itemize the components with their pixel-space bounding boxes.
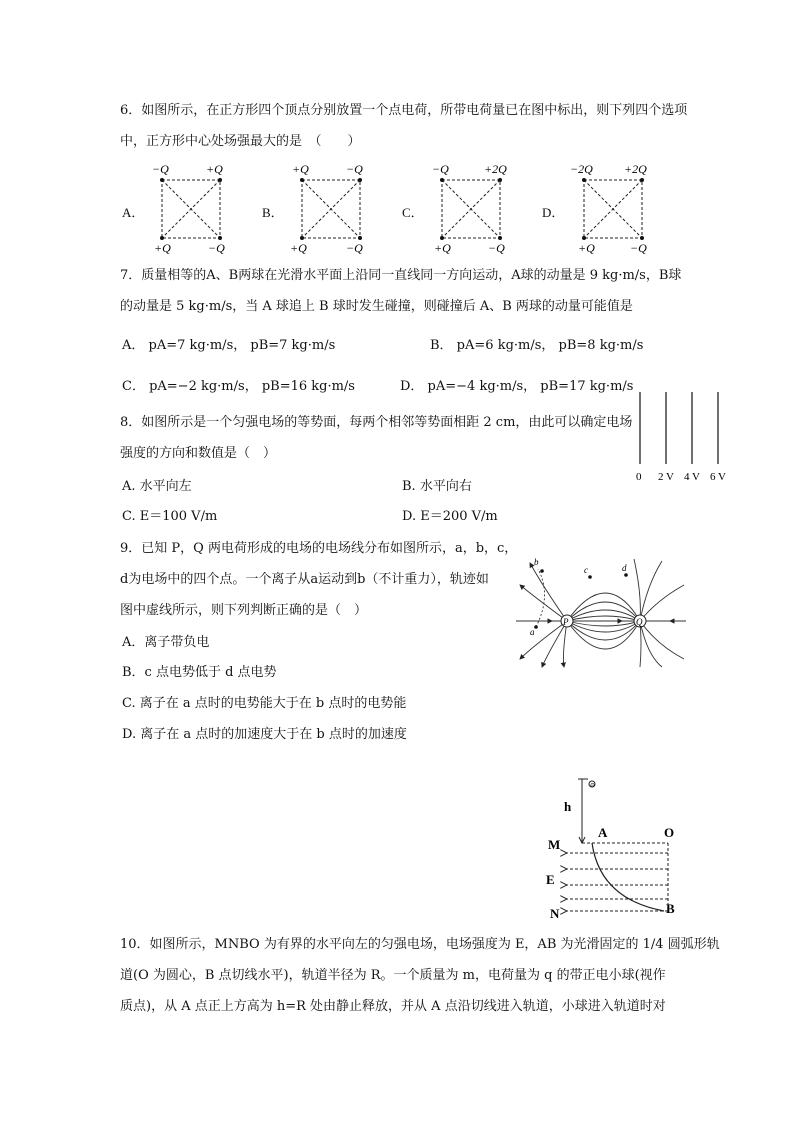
q10-line1: 10．如图所示，MNBO 为有界的水平向左的匀强电场，电场强度为 E，AB 为光滑固定的 1/4 圆弧形轨 — [120, 937, 720, 952]
q7-line2: 的动量是 5 kg·m/s，当 A 球追上 B 球时发生碰撞，则碰撞后 A、B 两球的动量可能值是 — [120, 299, 633, 314]
q9-label-c: c — [584, 565, 588, 575]
q7-option-b: B． pA=6 kg·m/s， pB=8 kg·m/s — [430, 338, 644, 353]
q8-option-a: A. 水平向左 — [122, 479, 192, 494]
q10-label-o: O — [664, 825, 675, 840]
q8-label-4v: 4 V — [684, 471, 700, 483]
q9-option-d: D. 离子在 a 点时的加速度大于在 b 点时的加速度 — [122, 727, 407, 742]
q6-square-c-figure — [420, 158, 520, 256]
q10-label-n: N — [550, 906, 560, 921]
q6b-tl-charge: +Q — [292, 162, 309, 176]
q6a-br-charge: −Q — [208, 241, 225, 255]
q9-label-b: b — [534, 557, 539, 567]
q6b-bl-charge: +Q — [290, 241, 307, 255]
q8-line1: 8．如图所示是一个匀强电场的等势面，每两个相邻等势面相距 2 cm，由此可以确定电场 — [120, 415, 633, 430]
q6-square-b-figure — [280, 158, 380, 256]
q9-option-c: C. 离子在 a 点时的电势能大于在 b 点时的电势能 — [122, 696, 407, 711]
q10-figure — [540, 775, 690, 925]
q10-label-a: A — [598, 825, 608, 840]
q10-label-e: E — [546, 872, 555, 887]
q9-line1: 9．已知 P，Q 两电荷形成的电场的电场线分布如图所示，a，b，c， — [120, 541, 518, 556]
q6a-bl-charge: +Q — [154, 241, 171, 255]
q7-option-d: D． pA=−4 kg·m/s， pB=17 kg·m/s — [400, 379, 634, 394]
q9-option-a: A．离子带负电 — [122, 635, 210, 650]
q6c-tl-charge: −Q — [432, 162, 449, 176]
q10-label-b: B — [666, 901, 675, 916]
q9-option-b: B．c 点电势低于 d 点电势 — [122, 665, 277, 680]
q8-label-6v: 6 V — [710, 471, 726, 483]
q6d-tl-charge: −2Q — [570, 162, 593, 176]
q9-label-d: d — [622, 563, 627, 573]
q10-line3: 质点)，从 A 点正上方高为 h=R 处由静止释放，并从 A 点沿切线进入轨道，小球进入轨道时对 — [120, 999, 666, 1014]
q9-line2: d为电场中的四个点。一个离子从a运动到b（不计重力），轨迹如 — [120, 572, 489, 587]
q7-option-a: A． pA=7 kg·m/s， pB=7 kg·m/s — [122, 338, 336, 353]
q6-square-d-figure — [562, 158, 662, 256]
q8-label-0: 0 — [636, 471, 642, 483]
q6b-br-charge: −Q — [346, 241, 363, 255]
q8-option-b: B. 水平向右 — [402, 479, 472, 494]
q6c-tr-charge: +2Q — [484, 162, 507, 176]
q10-label-h: h — [564, 799, 572, 814]
q6a-tr-charge: +Q — [206, 162, 223, 176]
q9-label-p: P — [563, 617, 569, 627]
q6d-bl-charge: +Q — [578, 241, 595, 255]
q6-option-d-letter: D． — [542, 205, 565, 220]
q6a-tl-charge: −Q — [152, 162, 169, 176]
q7-option-c: C． pA=−2 kg·m/s， pB=16 kg·m/s — [122, 379, 355, 394]
q6d-tr-charge: +2Q — [624, 162, 647, 176]
q9-line3: 图中虚线所示，则下列判断正确的是（ ） — [120, 603, 368, 618]
q6c-br-charge: −Q — [488, 241, 505, 255]
q6d-br-charge: −Q — [630, 241, 647, 255]
q9-label-a: a — [530, 627, 535, 637]
q10-label-m: M — [548, 837, 561, 852]
q8-equipotential-figure — [630, 390, 740, 486]
q6-option-a-letter: A． — [122, 205, 145, 220]
svg-text:⊖: ⊖ — [590, 783, 596, 789]
q6b-tr-charge: −Q — [346, 162, 363, 176]
q6-square-a-figure — [140, 158, 240, 256]
q6c-bl-charge: +Q — [434, 241, 451, 255]
q7-line1: 7．质量相等的A、B两球在光滑水平面上沿同一直线同一方向运动，A球的动量是 9 kg·m/s，B球 — [120, 268, 682, 283]
q6-line2: 中，正方形中心处场强最大的是 （ ） — [120, 134, 361, 149]
q8-label-2v: 2 V — [658, 471, 674, 483]
q9-label-q: Q — [636, 617, 643, 627]
q6-line1: 6．如图所示，在正方形四个顶点分别放置一个点电荷，所带电荷量已在图中标出，则下列四个选项 — [120, 103, 688, 118]
q10-line2: 道(O 为圆心，B 点切线水平)，轨道半径为 R。一个质量为 m，电荷量为 q 的带正电小球(视作 — [120, 968, 666, 983]
q9-field-lines-figure — [512, 555, 690, 670]
q8-option-d: D. E＝200 V/m — [402, 509, 498, 524]
q6-option-b-letter: B． — [262, 205, 284, 220]
q6-option-c-letter: C． — [402, 205, 424, 220]
q8-line2: 强度的方向和数值是（ ） — [120, 446, 277, 461]
q8-option-c: C. E＝100 V/m — [122, 509, 218, 524]
